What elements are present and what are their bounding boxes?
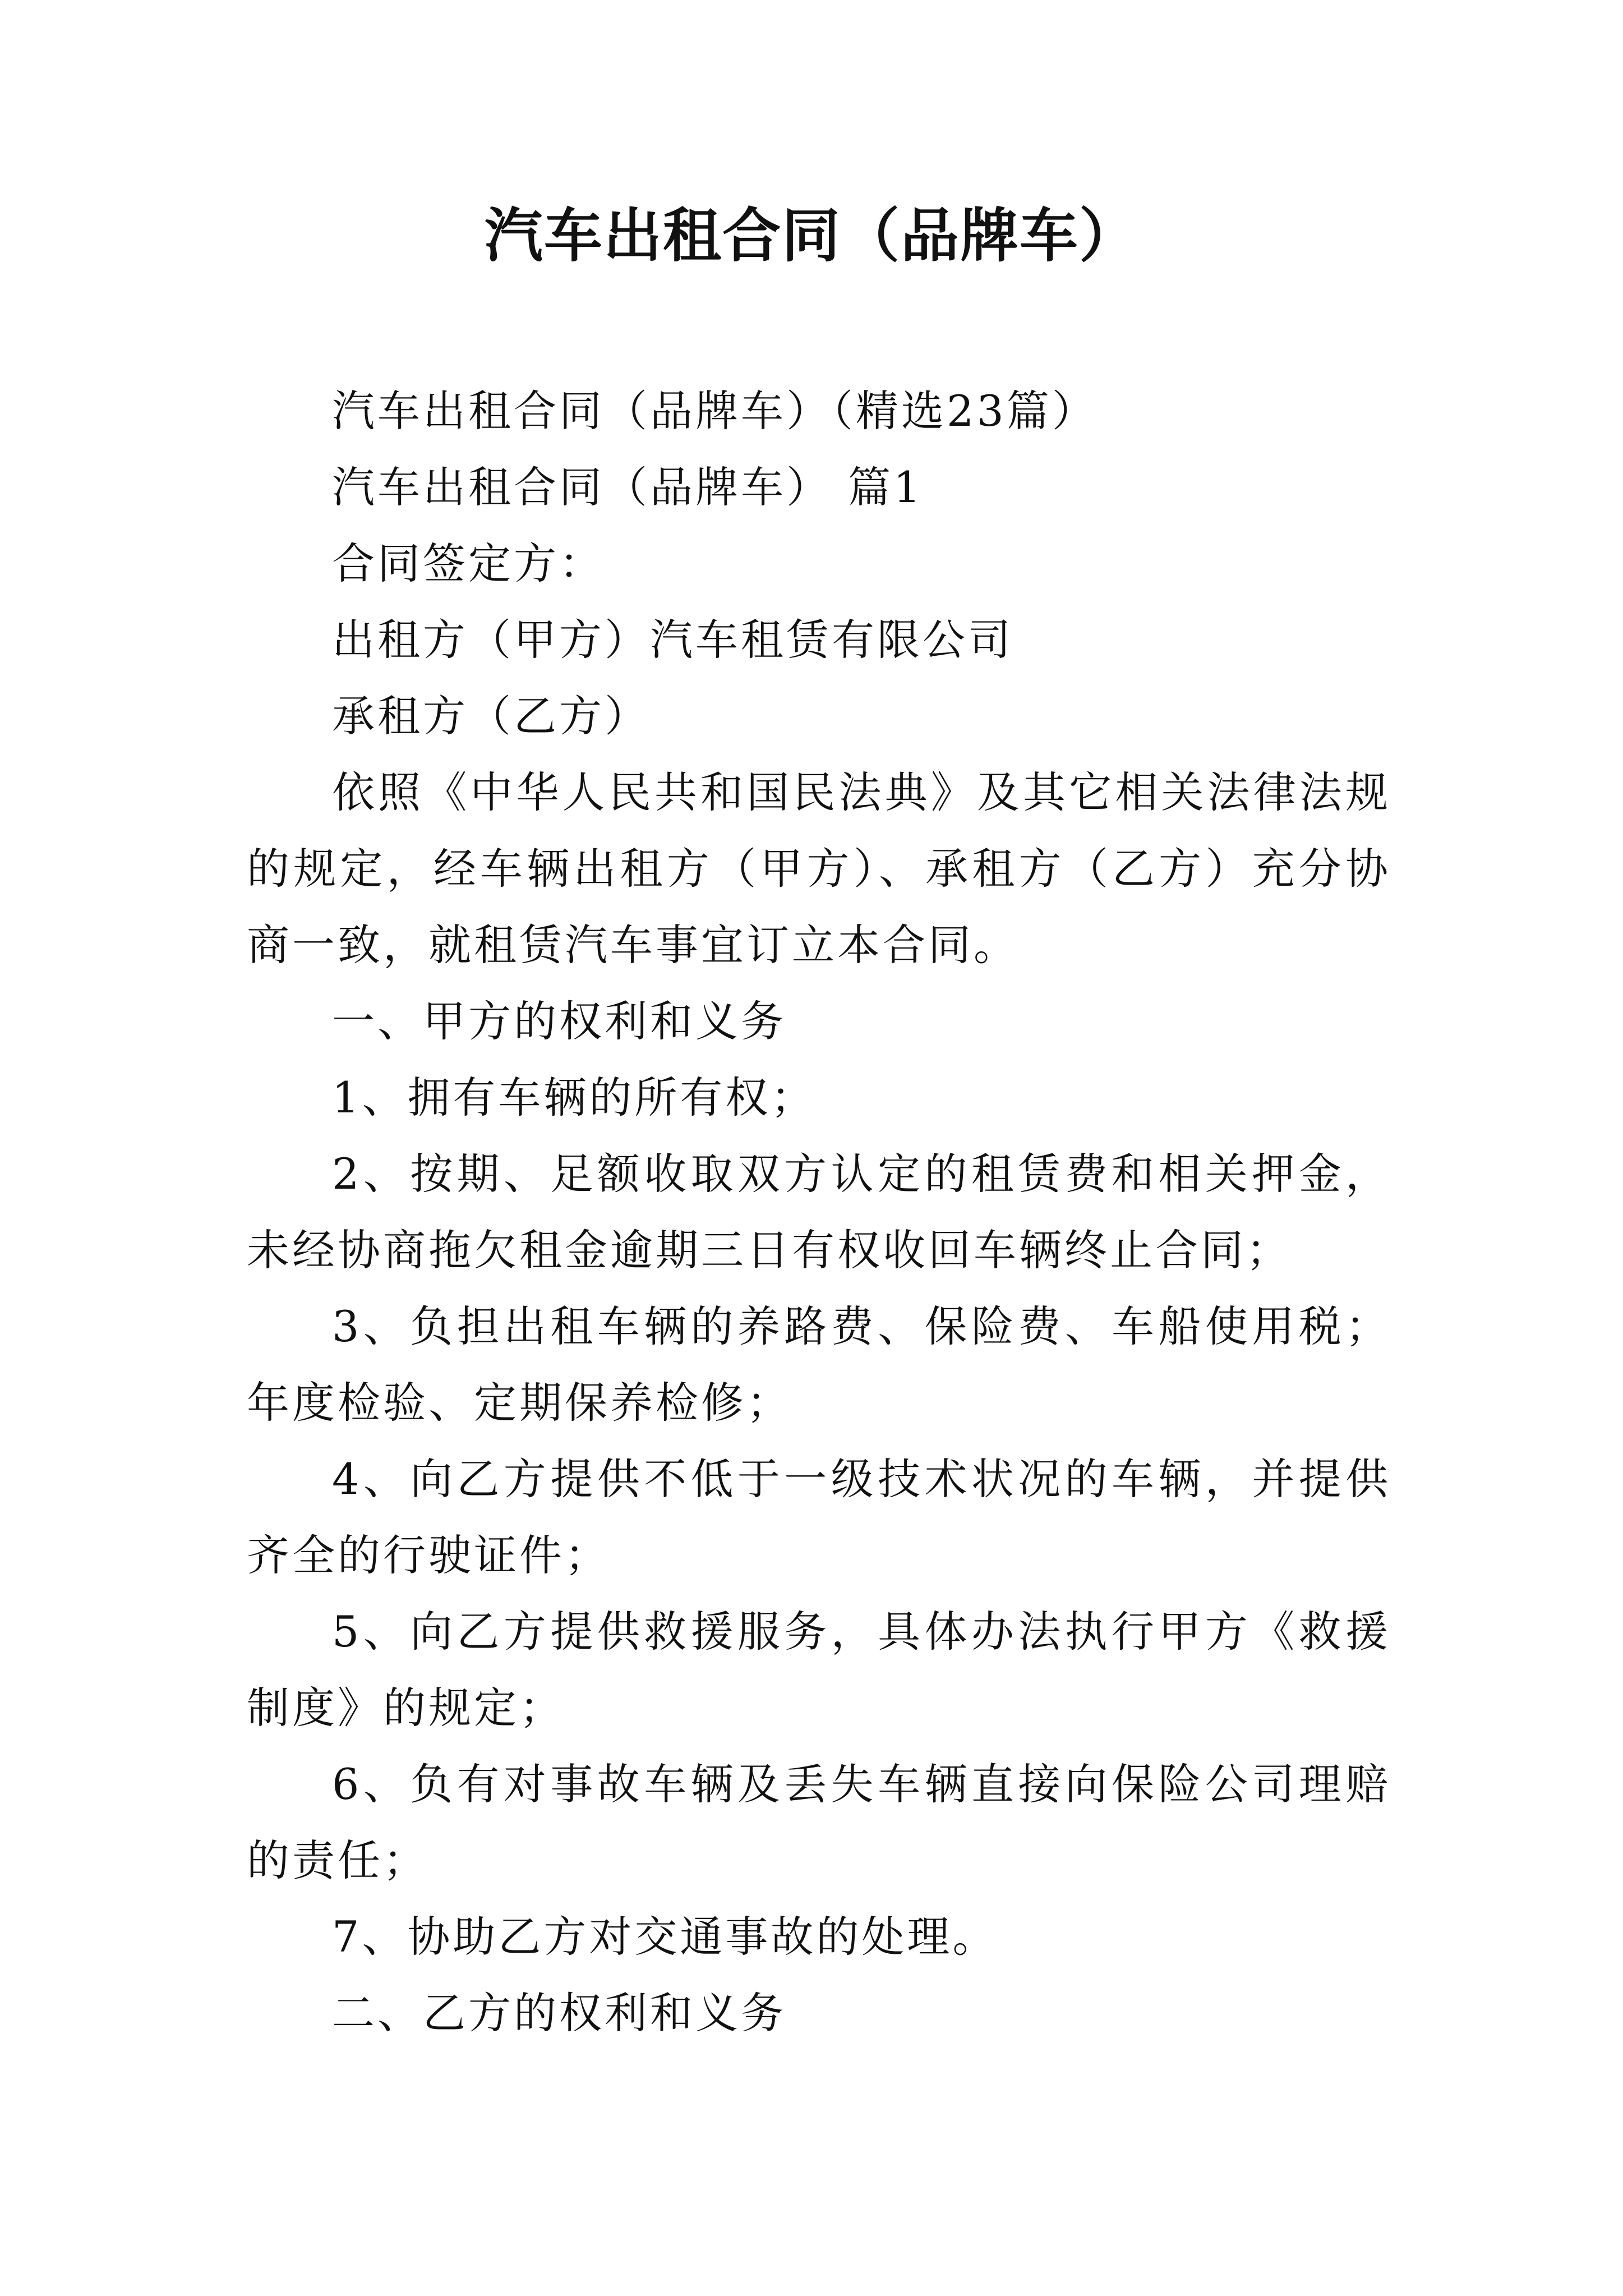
paragraph-clause-3: 3、负担出租车辆的养路费、保险费、车船使用税；年度检验、定期保养检修； [247, 1301, 1391, 1428]
paragraph-clause-1: 1、拥有车辆的所有权； [332, 1073, 817, 1122]
paragraph-heading-party-b: 二、乙方的权利和义务 [332, 1988, 786, 2038]
paragraph-clause-6: 6、负有对事故车辆及丢失车辆直接向保险公司理赔的责任； [247, 1759, 1391, 1885]
document-title: 汽车出租合同（品牌车） [484, 201, 1138, 270]
paragraph-preamble: 依照《中华人民共和国民法典》及其它相关法律法规的规定，经车辆出租方（甲方）、承租方（乙方）充分协商一致，就租赁汽车事宜订立本合同。 [247, 767, 1391, 970]
paragraph-clause-7: 7、协助乙方对交通事故的处理。 [332, 1912, 998, 1962]
paragraph-parties-label: 合同签定方： [332, 539, 605, 588]
paragraph-subtitle: 汽车出租合同（品牌车）（精选23篇） [332, 386, 1098, 436]
paragraph-clause-2: 2、按期、足额收取双方认定的租赁费和相关押金，未经协商拖欠租金逾期三日有权收回车辆终止合同； [247, 1149, 1391, 1275]
paragraph-clause-4: 4、向乙方提供不低于一级技术状况的车辆，并提供齐全的行驶证件； [247, 1454, 1391, 1580]
paragraph-lessee: 承租方（乙方） [332, 691, 650, 741]
paragraph-lessor: 出租方（甲方）汽车租赁有限公司 [332, 615, 1013, 665]
paragraph-clause-5: 5、向乙方提供救援服务，具体办法执行甲方《救援制度》的规定； [247, 1607, 1391, 1733]
document-body [247, 373, 1391, 2051]
paragraph-heading-party-a: 一、甲方的权利和义务 [332, 996, 786, 1046]
paragraph-section-heading: 汽车出租合同（品牌车） 篇1 [332, 462, 924, 512]
